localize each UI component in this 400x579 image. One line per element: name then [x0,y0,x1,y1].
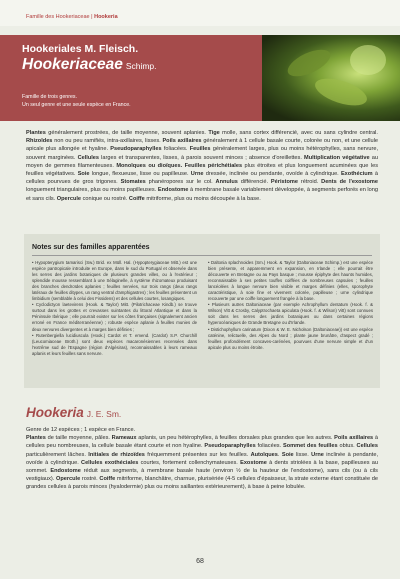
term-description: mitriforme, blanchâtre, charnue, plurisériée (4-5 cellules d'épaisseur, la strate externe étant constituée de grandes cellules à parois minces (hyalodermie) plus ou moins saillantes extérieurement), à base à peine lobulée. [26,476,378,491]
moss-photo [262,35,400,121]
term-description: longuement triangulaires, plus ou moins papilleuses. [26,187,158,194]
genus-intro: Genre de 12 espèces ; 1 espèce en France. [26,427,136,433]
term-description: particulièrement lâches. [26,451,89,458]
term-label: Autoïques [250,451,278,458]
term-label: Exothécium [340,171,373,178]
term-description: courtes, fortement collenchymateuses. [138,459,241,466]
term-label: Urne [311,451,324,458]
term-label: Soie [281,451,294,458]
term-label: Poils axillaires [334,435,374,442]
term-label: Initiales de rhizoïdes [88,451,145,458]
family-title [22,56,157,74]
term-label: Plantes [26,130,46,136]
term-description: de taille moyenne, pâles. [45,435,112,442]
term-label: Coiffe [128,195,145,202]
term-description: rostré. [80,476,100,483]
term-label: Dents de l'exostome [321,179,378,186]
breadcrumb-section[interactable]: Famille des Hookeriaceae [26,14,90,20]
term-description: larges et transparentes, lisses, à parois souvent minces ; absence d'oreillettes. [99,154,305,161]
term-label: Rhizoïdes [26,138,53,145]
term-description: . [277,451,282,458]
notes-column-left [32,260,197,357]
breadcrumb-separator: | [91,14,93,20]
breadcrumb [26,14,118,20]
photo-leaf [312,73,370,111]
term-label: Pseudoparaphylles [110,146,162,153]
family-description-text [26,129,378,203]
photo-leaf [350,45,386,75]
breadcrumb-current: Hookeria [94,14,118,20]
top-strip [0,0,400,26]
term-label: Endostome [157,187,189,194]
genus-heading [26,405,121,420]
note-paragraph: • Distichophyllum carinatum (Dixon & W. E. Nicholson (Daltoniaceae)) est une espèce caténine, relictuelle, des Alpes du Nord ; plante jaune brunâtre, d'aspect gradé ; feuilles profondément concaves-carénées, pourvues d'une nervure simple et d'un apicule plus ou moins étroite. [208,326,373,350]
term-description: à cellules pourvues de gros trigones. [26,171,378,186]
term-label: Opercule [55,476,81,483]
family-author: Schimp. [125,61,157,71]
note-paragraph: • Plusieurs autres Daltoniaceae (par exemple Achrophyllum dentatum (Hook. f. & Wilson) Vitt & Crosby, Calyptrochaeta apiculata (Hook. f. & Wilson) Vitt) sont connues soit dans les serres des jardins botaniques ou dans certaines régions hyperocéaniques de Grande Bretagne ou d'Irlande. [208,302,373,326]
term-label: Cellules [356,443,378,450]
term-label: Soie [77,171,90,178]
term-description: foliacées. [255,443,283,450]
term-description: à membrane basale variablement développée, à segments perforés en long et sans cils. [26,187,379,202]
term-label: Feuilles [189,146,211,153]
note-paragraph: • Cyclodictyon laetevirens (Hook. & Taylor) Mitt. (Pilotrichaceae Kindb.) se trouve surtout dans les grottes et crevasses suintantes du littoral Atlantique et dans la Péninsule Ibérique ; elle pourrait exister sur les côtes françaises (signalement ancien erroné en France méditerranéenne) ; robuste espèce aplanie à feuilles munies de deux nervures divergentes et à marges bien définies ; [32,302,197,332]
term-description: obtus. [337,443,357,450]
term-label: Opercule [56,195,82,202]
notes-column-right [208,260,373,351]
note-paragraph: • Rutenbergiella lucidiuscula (Hook.) Cardot et T. emend. (Cardot) S.P. Churchill (Leucomiaceae Broth.) sont deux espèces macaronésiennes recensées dans l'extrême sud de l'Espagne (région d'Algésiras), reconnaissables à leurs rameaux aplanis et leurs feuilles sans nervure. [32,332,197,356]
term-description: longue, flexueuse, lisse ou papilleuse. [89,171,191,178]
note-paragraph: • Hypopterygium tamarisci (Sw.) Brid. ex Müll. Hal. (Hypopterygiaceae Mitt.) est une espèce pantropicale introduite en Europe, dans le sud du Portugal et observée dans les serres des jardins botaniques de plusieurs grandes villes, ou à l'extérieur ; splendide mousse ressemblant à une Sélaginelle, à système rhizomateux produisant des branches dendroïdes aplanies ; feuilles nervées, sur trois rangs (deux rangs latéraux de feuilles ditypes, un rang ventral d'amphigastres) ; les feuilles présentent un limbidium (semblable à celui des Fissidens) et des cellules courtes, losangiques. [32,260,197,302]
term-label: Annulus [215,179,238,186]
term-description: à dents striolées à la base, papilleuses au sommet. [26,459,378,475]
page-number: 68 [196,558,204,565]
term-description: non ou peu ramifiés, intra-axillaires, lisses. [52,138,163,145]
family-banner [0,35,400,121]
family-desc-line-1: Famille de trois genres. [22,94,78,100]
term-label: Cellules [77,154,100,161]
term-description: à cellules peu nombreuses, la cellule basale étant courte et non hyaline. [26,435,378,450]
term-description: réduit aux segments, à membrane basale haute (environ ½ de la hauteur de l'endostome), sans cils (ou à cils vestigiaux). [26,468,378,483]
term-label: Exostome [240,459,267,466]
term-description: lisse. [293,451,312,458]
term-description: fréquemment présentes sur les feuilles. [144,451,251,458]
term-description: foliacées. [161,146,190,153]
term-label: Sommet des feuilles [283,443,338,450]
notes-divider [32,255,372,256]
term-label: Stomates [120,179,146,186]
genus-author: J. E. Sm. [86,409,122,419]
family-description [22,93,232,109]
term-description: molle, sans cortex différencié, avec ou sans cylindre central. [219,130,378,136]
family-name: Hookeriaceae [22,56,123,73]
term-label: Multiplication végétative [304,154,370,161]
term-description: phanéropores sur le col. [145,179,216,186]
term-label: Pseudoparaphylles [204,443,256,450]
term-label: Poils axillaires [162,138,202,145]
term-description: conique ou rostré. [81,195,129,202]
term-description: différencié. [237,179,271,186]
genus-description-text [26,434,378,491]
genus-description [26,426,378,492]
term-description: plus étroites et plus longuement acuminées que les feuilles végétatives. [26,162,379,178]
term-label: Rameaux [111,435,137,442]
term-label: Coiffe [99,476,116,483]
related-families-notes [24,234,380,388]
note-paragraph: • Daltonia splachnoides (Sm.) Hook. & Taylor (Daltoniaceae Schimp.) est une espèce bien présente, et apparemment en expansion, en Irlande ; elle pourrait être découverte en Bretagne ou au Pays basque ; mousse épiphyte des haunts humides, reconnaissable à ses petites touffes coiffées de nombreuses capsules ; feuilles lancéolées à longue nervure bien visible et marges définies (elles, sporophyte caractéristique, à soie fine et vivement colorée, papilleuse ; urne cylindrique recouverte par une coiffe longuement frangée à la base. [208,260,373,302]
term-label: Cellules exothéciales [81,459,139,466]
term-label: Monoïques ou dioïques. Feuilles périchétiales [116,162,243,169]
term-label: Plantes [26,435,46,442]
term-description: généralement larges, plus ou moins hétérophylles, sans nervure, souvent marginées. [26,146,378,161]
term-label: Tige [208,130,220,136]
order-title: Hookeriales M. Fleisch. [22,43,139,55]
term-description: aplanis, un peu hétérophylles, à feuilles dorsales plus grandes que les autres. [136,435,335,442]
photo-leaf [284,44,334,82]
term-description: mitriforme, plus ou moins découpée à la base. [144,195,261,202]
family-desc-line-2: Un seul genre et une seule espèce en France. [22,102,131,108]
term-label: Endostome [50,468,81,475]
term-label: Urne [190,171,204,178]
term-description: inclinée à pendante, ovoïde à cylindrique. [26,451,378,466]
term-description: au moyen de gemmes filamenteuses. [26,154,378,169]
genus-name: Hookeria [26,405,84,420]
term-label: Péristome [270,179,298,186]
term-description: généralement prostrées, de taille moyenne, souvent aplanies. [45,130,209,136]
notes-title: Notes sur des familles apparentées [32,244,150,251]
term-description: rétroid. [297,179,322,186]
term-description: dressée, inclinée ou pendante, ovoïde à cylindrique. [203,171,341,178]
term-description: généralement à 1 cellule basale courte, colorée ou non, et une cellule apicale plus allongée et hyaline. [26,138,378,153]
